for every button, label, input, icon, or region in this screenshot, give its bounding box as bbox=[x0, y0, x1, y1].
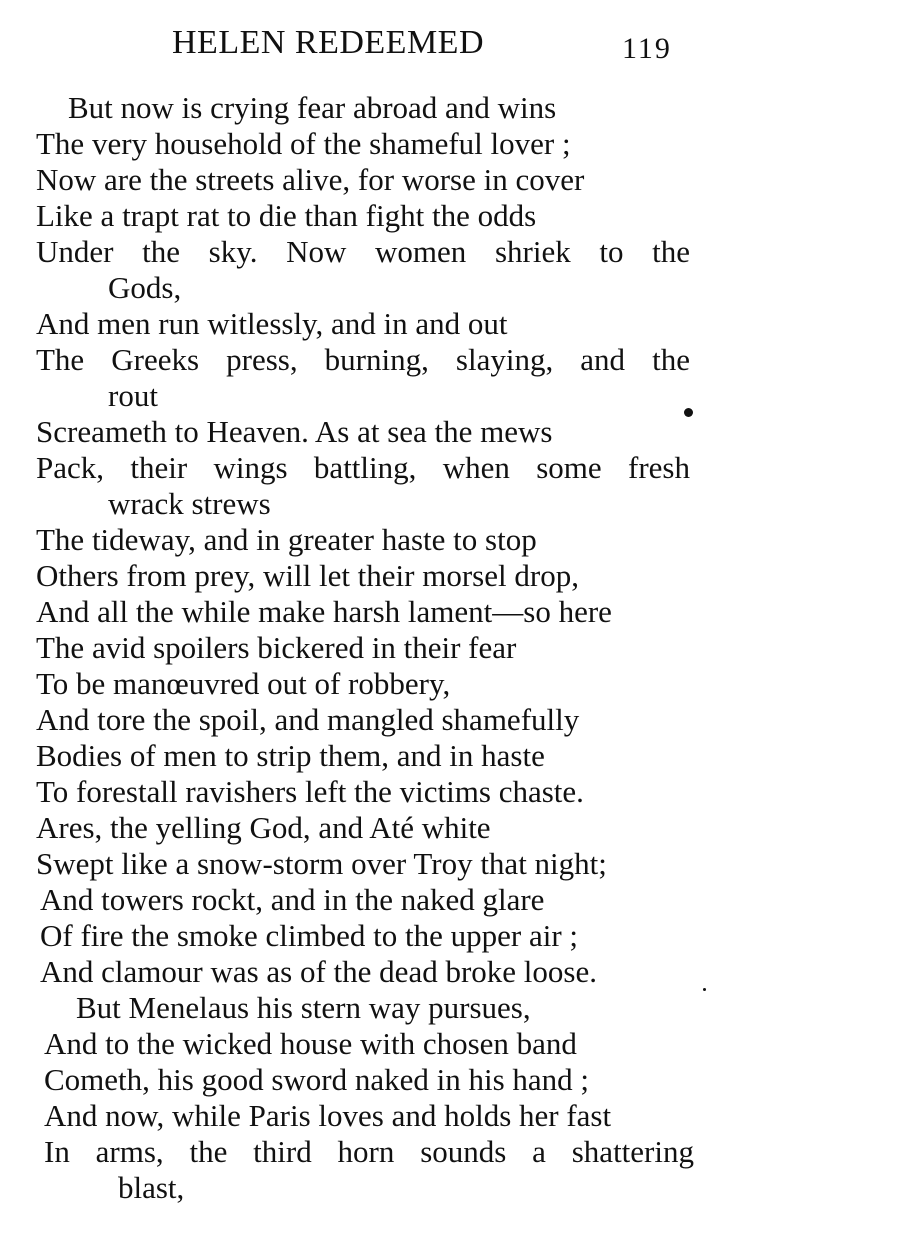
poem-line: Others from prey, will let their morsel drop, bbox=[36, 558, 579, 593]
poem-line-continuation: blast, bbox=[118, 1170, 185, 1205]
page-number: 119 bbox=[622, 32, 672, 65]
ink-speck bbox=[684, 408, 693, 417]
poem-line-continuation: Gods, bbox=[108, 270, 182, 305]
poem-line: Bodies of men to strip them, and in haste bbox=[36, 738, 545, 773]
poem-line: And all the while make harsh lament—so here bbox=[36, 594, 612, 629]
poem-line: Ares, the yelling God, and Até white bbox=[36, 810, 491, 845]
ink-speck bbox=[703, 988, 706, 991]
poem-line: Cometh, his good sword naked in his hand ; bbox=[44, 1062, 590, 1097]
poem-line: To be manœuvred out of robbery, bbox=[36, 666, 451, 701]
running-head bbox=[0, 24, 900, 68]
poem-line-continuation: rout bbox=[108, 378, 158, 413]
poem-line: Swept like a snow-storm over Troy that night; bbox=[36, 846, 607, 881]
poem-line: The avid spoilers bickered in their fear bbox=[36, 630, 517, 665]
poem-line: And men run witlessly, and in and out bbox=[36, 306, 508, 341]
poem-line: The tideway, and in greater haste to stop bbox=[36, 522, 537, 557]
poem-line: Now are the streets alive, for worse in cover bbox=[36, 162, 585, 197]
poem-line: And towers rockt, and in the naked glare bbox=[40, 882, 545, 917]
poem-line: Pack, their wings battling, when some fresh bbox=[36, 450, 690, 485]
poem-line: And tore the spoil, and mangled shamefully bbox=[36, 702, 580, 737]
poem-line: To forestall ravishers left the victims chaste. bbox=[36, 774, 584, 809]
poem-line: But now is crying fear abroad and wins bbox=[68, 90, 557, 125]
poem-line: And to the wicked house with chosen band bbox=[44, 1026, 577, 1061]
poem-line: Screameth to Heaven. As at sea the mews bbox=[36, 414, 553, 449]
poem-line: And now, while Paris loves and holds her fast bbox=[44, 1098, 612, 1133]
poem-body bbox=[0, 90, 900, 1206]
page-title: HELEN REDEEMED bbox=[172, 24, 485, 61]
poem-line: But Menelaus his stern way pursues, bbox=[76, 990, 531, 1025]
poem-line: The very household of the shameful lover ; bbox=[36, 126, 571, 161]
poem-line: Under the sky. Now women shriek to the bbox=[36, 234, 690, 269]
poem-line: The Greeks press, burning, slaying, and the bbox=[36, 342, 690, 377]
poem-line: Like a trapt rat to die than fight the odds bbox=[36, 198, 537, 233]
poem-line-continuation: wrack strews bbox=[108, 486, 271, 521]
poem-line: In arms, the third horn sounds a shattering bbox=[44, 1134, 694, 1169]
poem-line: Of fire the smoke climbed to the upper air ; bbox=[40, 918, 579, 953]
poem-line: And clamour was as of the dead broke loose. bbox=[40, 954, 597, 989]
